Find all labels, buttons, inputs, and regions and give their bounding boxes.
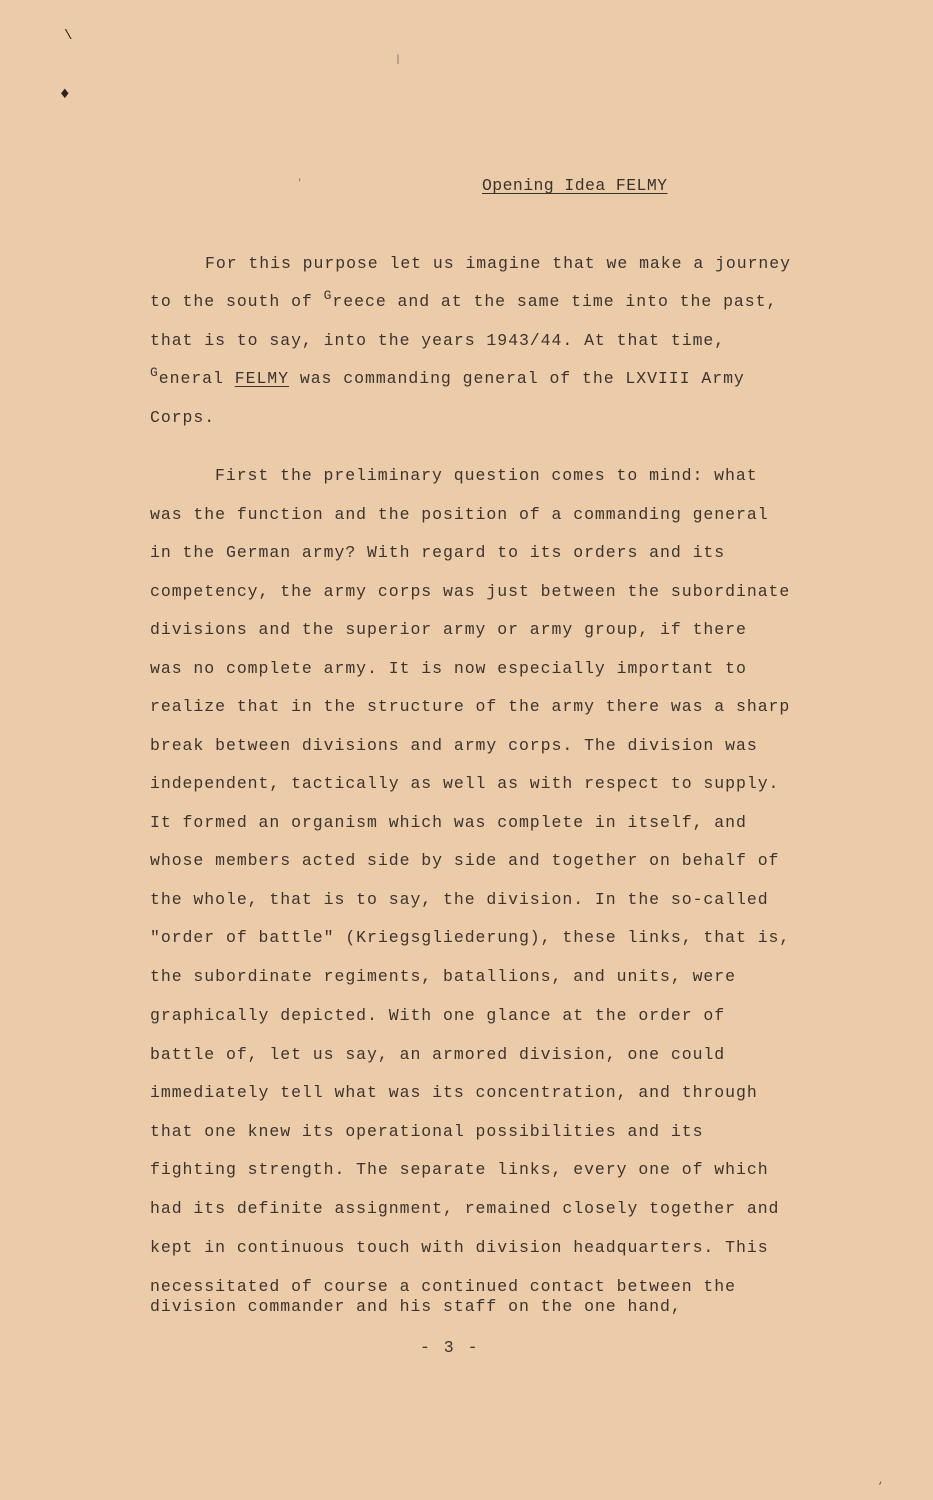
underlined-name: FELMY: [234, 369, 289, 388]
paragraph-2-line: had its definite assignment, remained closely together and: [150, 1199, 780, 1218]
paragraph-2-line: "order of battle" (Kriegsgliederung), these links, that is,: [150, 928, 791, 947]
paragraph-2-line: in the German army? With regard to its orders and its: [150, 543, 726, 562]
ink-mark: \: [64, 28, 73, 44]
paragraph-1-line: For this purpose let us imagine that we make a journey: [205, 254, 791, 273]
paragraph-2-line: graphically depicted. With one glance at the order of: [150, 1006, 726, 1025]
paragraph-2-line: was no complete army. It is now especially important to: [150, 659, 747, 678]
paragraph-2-line: was the function and the position of a commanding general: [150, 505, 769, 524]
paragraph-1-line: $^G$eneral FELMY was commanding general of the LXVIII Army: [150, 365, 745, 388]
corner-mark: ,: [878, 1476, 885, 1487]
paragraph-1-line: Corps.: [150, 408, 216, 427]
page-number: - 3 -: [420, 1338, 480, 1357]
paragraph-1-line: that is to say, into the years 1943/44. At that time,: [150, 331, 726, 350]
paragraph-2-line: the whole, that is to say, the division. In the so-called: [150, 890, 769, 909]
paragraph-2-line: the subordinate regiments, batallions, and units, were: [150, 967, 736, 986]
paragraph-2-line: realize that in the structure of the army there was a sharp: [150, 697, 791, 716]
pencil-mark: ': [297, 178, 303, 188]
paragraph-2-line: kept in continuous touch with division headquarters. This: [150, 1238, 769, 1257]
paragraph-2-line: necessitated of course a continued contact between the: [150, 1277, 736, 1296]
paragraph-1-line: to the south of $^G$reece and at the same time into the past,: [150, 288, 778, 311]
paragraph-2-line: break between divisions and army corps. The division was: [150, 736, 758, 755]
paragraph-2-line: It formed an organism which was complete in itself, and: [150, 813, 747, 832]
paragraph-2-line: battle of, let us say, an armored division, one could: [150, 1045, 726, 1064]
ink-blot: ♦: [60, 85, 70, 103]
document-title: Opening Idea FELMY: [482, 176, 668, 195]
paragraph-2-line: whose members acted side by side and together on behalf of: [150, 851, 780, 870]
paragraph-2-line: competency, the army corps was just between the subordinate: [150, 582, 791, 601]
paragraph-2-line: fighting strength. The separate links, every one of which: [150, 1160, 769, 1179]
pencil-mark: |: [395, 55, 402, 66]
paragraph-2-line: divisions and the superior army or army group, if there: [150, 620, 747, 639]
paragraph-2-line: division commander and his staff on the one hand,: [150, 1297, 682, 1316]
paragraph-2-line: that one knew its operational possibilities and its: [150, 1122, 704, 1141]
paragraph-2-line: First the preliminary question comes to mind: what: [215, 466, 758, 485]
paragraph-2-line: immediately tell what was its concentration, and through: [150, 1083, 758, 1102]
paragraph-2-line: independent, tactically as well as with respect to supply.: [150, 774, 780, 793]
